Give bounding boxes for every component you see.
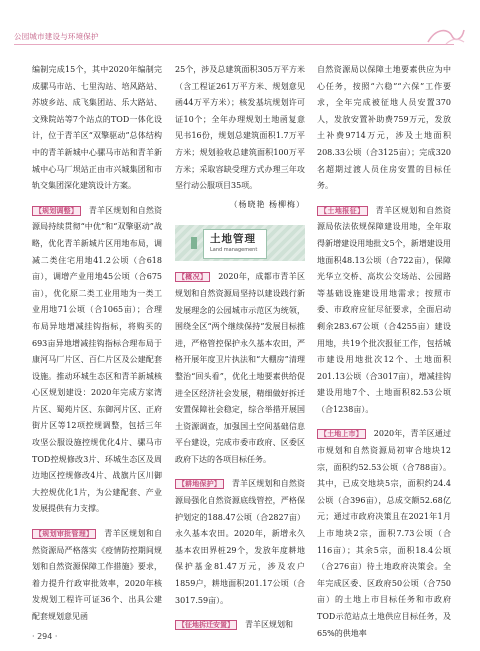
section-tag: 【规划调整】 [32,206,81,216]
header-ornament-icon [426,24,466,46]
section-banner [175,225,305,261]
section-text: 青羊区规划和自然资源局强化自然资源底线管控，严格保护划定的188.47公顷（合2827亩）永久基本农田。2020年，新增永久基本农田界桩29个，发放年度耕地保护基金81.47万元，涉及农户1859户，耕地面积201.17公顷（合3017.59亩）。 [175,479,306,605]
paragraph: 自然资源局以保障土地要素供应为中心任务，按照“六稳”“六保”工作要求，全年完成被征地人员安置370人，发放安置补助费759万元，发放土补费9714万元，涉及土地面积208.33公顷（合3125亩）；完成320名超期过渡人员住房安置的目标任务。 [317,65,451,191]
section-text: 青羊区规划和自然资源局严格落实《疫情防控期间规划和自然资源保障工作措施》要求，着力提升行政审批效率，2020年核发规划工程许可证36个、出具公建配套规划意见函 [32,529,163,621]
section-text: 青羊区规划和自然资源局依法依规保障建设用地，全年取得新增建设用地批文5个，新增建设用地面积48.13公顷（合722亩），保障光华立交桥、高坎公交场站、公园路等基础设施建设用地需求；按照市委、市政府应征尽征要求，全面启动剩余283.67公顷（合4255亩）建设用地，共19个批次报征工作，包括城市建设用地批次12个、土地面积201.13公顷（合3017亩），增减挂钩建设用地7个、土地面积82.53公顷（合1238亩）。 [317,205,452,414]
section-text: 2020年，青羊区通过市规划和自然资源局初审合地块12宗，面积约52.53公顷（合788亩）。其中，已成交地块5宗，面积约24.4公顷（合396亩），总成交额52.68亿元；通过市政府决策且在2021年1月上市地块2宗，面积7.73公顷（合116亩）；其余5宗，面积18.4公顷（合276亩）待土地政府决策会。全年完成区委、区政府50公顷（合750亩）的土地上市目标任务和市政府TOD示范站点土地供应目标任务，及65%的供地率 [317,429,452,638]
section-land-expropriation [317,203,451,419]
header-divider [14,44,454,45]
section-tag: 【概况】 [175,272,210,282]
section-overview [175,269,305,468]
paragraph: 25个，涉及总建筑面积305万平方米（含工程证261万平方米、规划意见函44万平方米）；核发基坑规划许可证10个；全年办理规划土地函复意见书16份，规划总建筑面积1.7万平方米；规划验收总建筑面积100万平方米；采取容缺受理方式办理三年攻坚行动公服项目35项。 [175,65,305,191]
column-middle [175,62,306,630]
section-planning-approval [32,526,162,626]
section-tag: 【征地拆迁安置】 [175,620,237,630]
banner-label-box [203,229,267,259]
running-header-title: 公园城市建设与环境保护 [14,32,99,41]
section-text: 青羊区规划和自然资源局持续贯彻“中优”和“双擎驱动”战略，优化青羊新城片区用地布局，调减二类住宅用地41.2公顷（合618亩），调增产业用地45公顷（合675亩），优化原二类工业用地为一类工业用地71公顷（合1065亩）；合理布局异地增减挂钩指标，将购买的693亩异地增减挂钩指标合理布局于康河马厂片区、百仁片区及公建配套设施。推动环城生态区和青羊新城核心区规划建设：2020年完成方家湾片区、蜀苑片区、东御河片区、正府街片区等12项控规调整，包括三年攻坚公服设施控规优化4片、骡马市TOD控规修改3片、环城生态区及周边地区控规修改4片、战旗片区川御大控规优化1片，为公建配套、产业发展提供有力支撑。 [32,205,163,514]
section-resettlement [175,617,305,634]
banner-title: 土地管理 [210,233,256,246]
page-header [0,0,480,50]
section-text: 2020年，成都市青羊区规划和自然资源局坚持以建设践行新发展理念的公园城市示范区为统领，围绕全区“两个继续保持”发展目标推进，严格管控保护永久基本农田，严格开展年度卫片执法和“大棚房”清理整治“回头看”，优化土地要素供给促进全区经济社会发展，精细做好拆迁安置保障社会稳定，综合举措开展国土资源调查，加强国土空间基础信息平台建设，完成市委市政府、区委区政府下达的各项目标任务。 [175,272,306,464]
section-tag: 【土地报征】 [317,206,368,216]
paragraph: 编制完成15个，其中2020年编制完成骡马市站、七里沟站、培风路站、苏坡乡站、成飞集团站、乐大路站、文殊院站等7个站点的TOD一体化设计，位于青羊区“双擎驱动”总体结构中的青羊新城中心骡马市站和青羊新城中心马厂坝站正由市兴城集团和市轨交集团深化建筑设计方案。 [32,65,162,191]
author-byline: （杨晓艳 杨柳梅） [229,199,305,209]
section-tag: 【规划审批管理】 [32,529,96,539]
section-farmland-protection [175,476,305,609]
section-text: 青羊区规划和 [245,620,293,630]
section-tag: 【耕地保护】 [175,479,224,489]
column-right [317,62,452,638]
section-planning-adjustment [32,203,162,518]
section-tag: 【土地上市】 [317,429,366,439]
banner-mark [191,237,197,249]
page-number: · 294 · [32,632,58,641]
banner-subtitle: Land management [210,247,258,254]
column-left [32,62,162,624]
section-land-listing [317,426,451,642]
